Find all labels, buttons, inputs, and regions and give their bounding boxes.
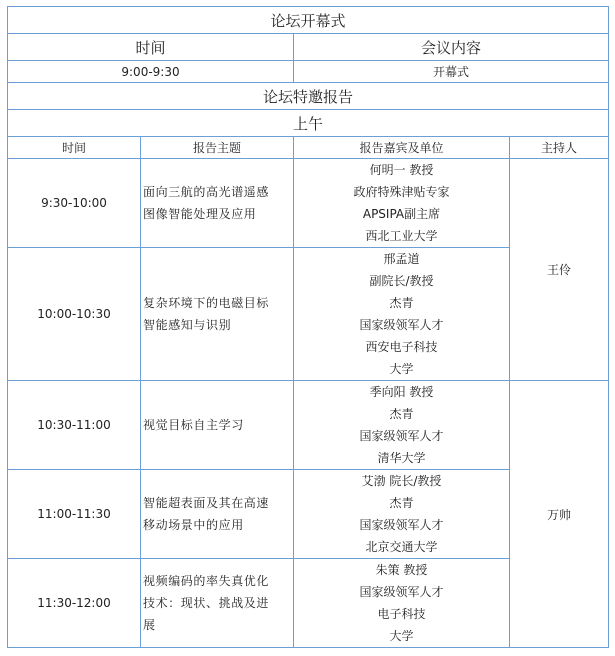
speaker-line: 杰青: [389, 407, 414, 421]
column-header-host: 主持人: [510, 137, 609, 159]
speaker-line: APSIPA副主席: [362, 207, 441, 221]
speaker-line: 国家级领军人才: [359, 585, 444, 599]
talk-speaker: [294, 381, 510, 470]
talk-time: 10:30-11:00: [8, 381, 141, 470]
talk-speaker: [294, 470, 510, 559]
column-header-speaker: 报告嘉宾及单位: [294, 137, 510, 159]
opening-header-content: 会议内容: [294, 34, 609, 61]
speaker-line: 大学: [389, 629, 414, 643]
talk-time: 11:30-12:00: [8, 559, 141, 648]
speaker-line: 西北工业大学: [365, 229, 438, 243]
talk-speaker: [294, 559, 510, 648]
talk-topic: [141, 559, 294, 648]
topic-line: 视觉目标自主学习: [143, 418, 244, 432]
speaker-line: 北京交通大学: [365, 540, 438, 554]
topic-line: 视频编码的率失真优化: [143, 574, 270, 588]
topic-line: 复杂环境下的电磁目标: [143, 296, 270, 310]
forum-schedule-table: [7, 6, 609, 648]
topic-line: 移动场景中的应用: [143, 518, 244, 532]
talk-speaker: [294, 248, 510, 381]
opening-time: 9:00-9:30: [8, 61, 294, 83]
talk-time: 11:00-11:30: [8, 470, 141, 559]
talk-time: 9:30-10:00: [8, 159, 141, 248]
opening-title: 论坛开幕式: [8, 7, 609, 34]
topic-line: 技术：现状、挑战及进: [143, 596, 270, 610]
speaker-line: 副院长/教授: [369, 274, 434, 288]
speaker-line: 季向阳 教授: [369, 385, 434, 399]
speaker-line: 邢孟道: [383, 252, 420, 266]
speaker-line: 杰青: [389, 496, 414, 510]
talk-topic: [141, 381, 294, 470]
talk-topic: [141, 159, 294, 248]
column-header-time: 时间: [8, 137, 141, 159]
topic-line: 展: [143, 618, 156, 632]
table-row: [8, 381, 609, 470]
speaker-line: 清华大学: [377, 451, 426, 465]
talk-topic: [141, 248, 294, 381]
speaker-line: 国家级领军人才: [359, 518, 444, 532]
session-title: 上午: [8, 110, 609, 137]
host-cell: 万帅: [510, 381, 609, 648]
table-row: [8, 159, 609, 248]
opening-content: 开幕式: [294, 61, 609, 83]
speaker-line: 西安电子科技: [365, 340, 438, 354]
speaker-line: 大学: [389, 362, 414, 376]
speaker-line: 朱策 教授: [375, 563, 428, 577]
speaker-line: 何明一 教授: [369, 163, 434, 177]
talk-topic: [141, 470, 294, 559]
host-cell: 王伶: [510, 159, 609, 381]
speaker-line: 电子科技: [377, 607, 426, 621]
talk-speaker: [294, 159, 510, 248]
speaker-line: 艾渤 院长/教授: [361, 474, 442, 488]
topic-line: 面向三航的高光谱遥感: [143, 185, 270, 199]
invited-title: 论坛特邀报告: [8, 83, 609, 110]
speaker-line: 国家级领军人才: [359, 318, 444, 332]
topic-line: 智能超表面及其在高速: [143, 496, 270, 510]
talk-time: 10:00-10:30: [8, 248, 141, 381]
topic-line: 智能感知与识别: [143, 318, 232, 332]
speaker-line: 政府特殊津贴专家: [353, 185, 450, 199]
speaker-line: 国家级领军人才: [359, 429, 444, 443]
opening-header-time: 时间: [8, 34, 294, 61]
speaker-line: 杰青: [389, 296, 414, 310]
column-header-topic: 报告主题: [141, 137, 294, 159]
topic-line: 图像智能处理及应用: [143, 207, 257, 221]
